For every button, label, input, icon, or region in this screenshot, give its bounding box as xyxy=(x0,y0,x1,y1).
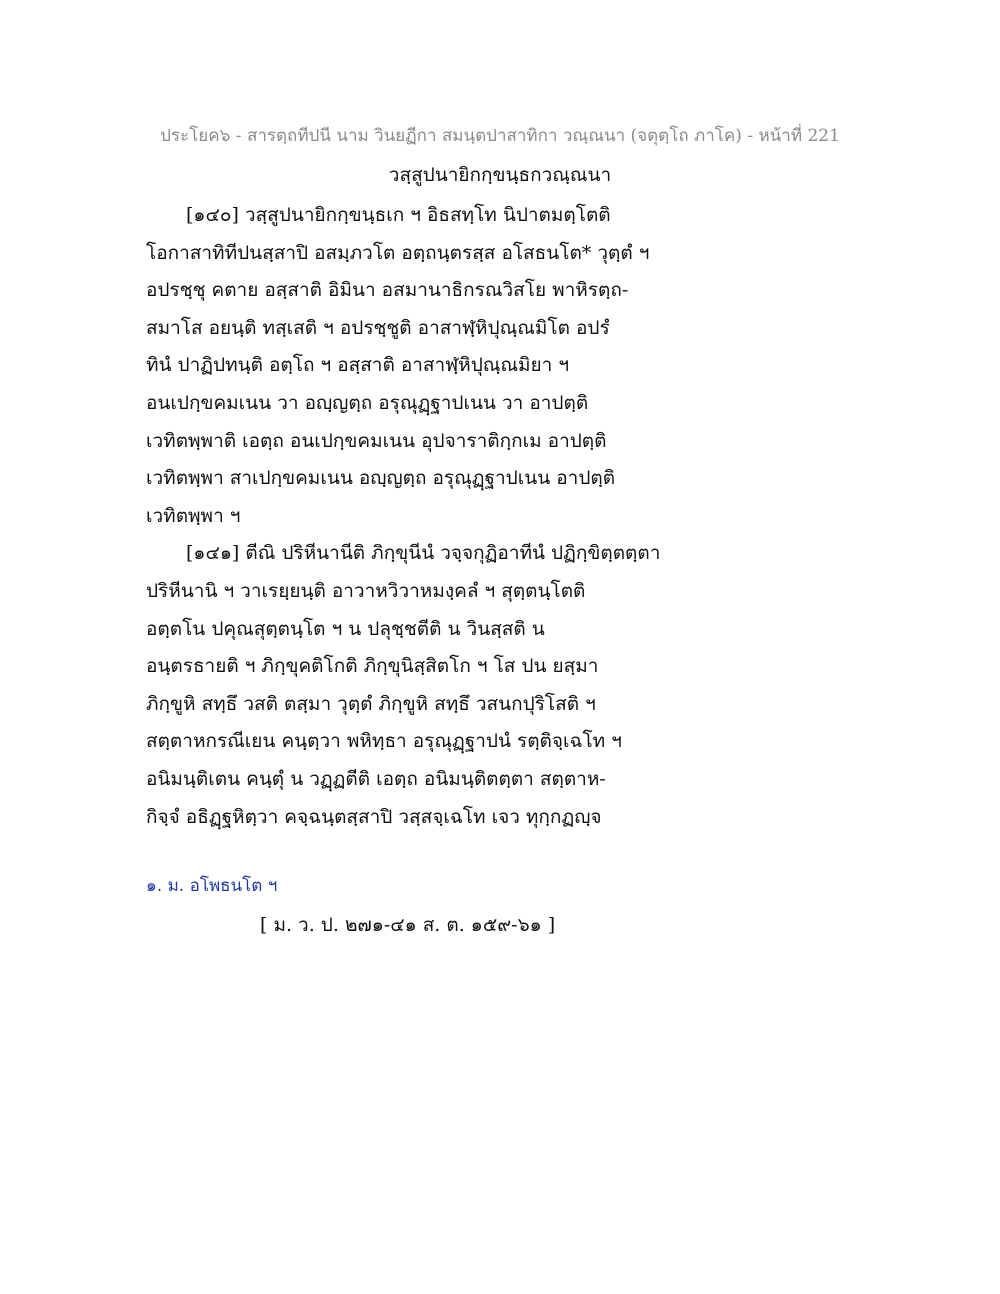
body-line: ภิกฺขูหิ สทฺธึ วสติ ตสฺมา วุตฺตํ ภิกฺขูหิ สทฺธึ วสนกปุริโสติ ฯ xyxy=(146,692,596,715)
body-text xyxy=(146,197,706,836)
body-line: เวทิตพฺพา สาเปกฺขคมเนน อญฺญตฺถ อรุณุฏฺฐาปเนน อาปตฺติ xyxy=(146,467,616,490)
section-title: วสฺสูปนายิกกฺขนฺธกวณฺณนา xyxy=(388,164,612,186)
body-line: โอกาสาทิทีปนสฺสาปิ อสมฺภวโต อตฺถนฺตรสฺส อโสธนโต* วุตฺตํ ฯ xyxy=(146,241,650,264)
running-header: ประโยค๖ - สารตฺถทีปนี นาม วินยฏีกา สมนฺตปาสาทิกา วณฺณนา (จตุตฺโถ ภาโค) - หน้าที่ 221 xyxy=(160,126,840,146)
body-line: อนฺตรธายติ ฯ ภิกฺขุคติโกติ ภิกฺขุนิสฺสิตโก ฯ โส ปน ยสฺมา xyxy=(146,655,599,678)
footnote: ๑. ม. อโพธนโต ฯ xyxy=(146,876,278,896)
paragraph-141-line: [๑๔๑] ตีณิ ปริหีนานีติ ภิกฺขุนีนํ วจฺจกุฏิอาทีนํ ปฏิกฺขิตฺตตฺตา xyxy=(186,542,661,565)
body-line: อนเปกฺขคมเนน วา อญฺญตฺถ อรุณุฏฺฐาปเนน วา อาปตฺติ xyxy=(146,391,589,414)
body-line: อนิมนฺติเตน คนฺตุํ น วฏฺฏตีติ เอตฺถ อนิมนฺติตตฺตา สตฺตาห- xyxy=(146,767,606,790)
body-line: สตฺตาหกรณีเยน คนฺตฺวา พหิทฺธา อรุณุฏฺฐาปนํ รตฺติจฺเฉโท ฯ xyxy=(146,730,622,753)
body-line: ปริหีนานิ ฯ วาเรยฺยนฺติ อาวาหวิวาหมงฺคลํ ฯ สุตฺตนฺโตติ xyxy=(146,579,586,602)
body-line: เวทิตพฺพาติ เอตฺถ อนเปกฺขคมเนน อุปจาราติกฺกเม อาปตฺติ xyxy=(146,429,607,452)
body-line: อปรชฺชุ คตาย อสฺสาติ อิมินา อสมานาธิกรณวิสโย พาหิรตฺถ- xyxy=(146,279,629,302)
body-line: สมาโส อยนฺติ ทสฺเสติ ฯ อปรชฺชูติ อาสาฬฺหิปุณฺณมิโต อปรํ xyxy=(146,316,610,339)
body-line: ทินํ ปาฏิปทนฺติ อตฺโถ ฯ อสฺสาติ อาสาฬฺหิปุณฺณมิยา ฯ xyxy=(146,354,570,377)
page-reference: [ ม. ว. ป. ๒๗๑-๔๑ ส. ต. ๑๕๙-๖๑ ] xyxy=(260,914,556,936)
body-line: เวทิตพฺพา ฯ xyxy=(146,504,241,527)
body-line: กิจฺจํ อธิฏฺฐหิตฺวา คจฺฉนฺตสฺสาปิ วสฺสจฺเฉโท เจว ทุกฺกฏญฺจ xyxy=(146,805,602,828)
body-line: อตฺตโน ปคุณสุตฺตนฺโต ฯ น ปลุชฺชตีติ น วินสฺสติ น xyxy=(146,617,545,640)
paragraph-140-line: [๑๔๐] วสฺสูปนายิกกฺขนฺธเก ฯ อิธสทฺโท นิปาตมตฺโตติ xyxy=(186,204,611,226)
